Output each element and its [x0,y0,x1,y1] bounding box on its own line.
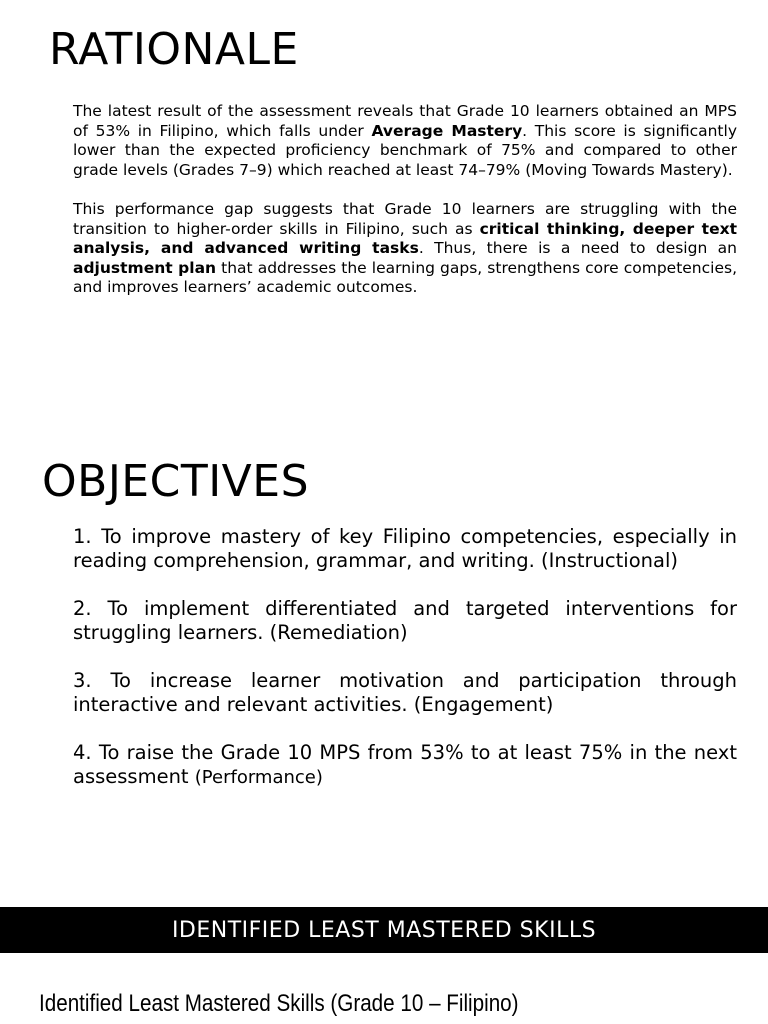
least-mastered-skills-banner [0,907,768,953]
rationale-p2-text-2: . Thus, there is a need to design an [418,239,737,258]
least-mastered-skills-subheading: Identified Least Mastered Skills (Grade 10 – Filipino) [39,990,519,1017]
rationale-p2-bold-1: critical thinking, deeper text analysis, and advanced writing tasks [73,219,737,258]
objective-text: 2. To implement differentiated and targeted interventions for struggling learners. (Remediation) [73,597,737,644]
objectives-heading: OBJECTIVES [42,456,310,507]
rationale-p2-bold-2: adjustment plan [73,258,217,277]
banner-title: IDENTIFIED LEAST MASTERED SKILLS [171,917,597,943]
objective-text: 4. To raise the Grade 10 MPS from 53% to at least 75% in the next assessment [73,741,737,788]
objective-text: 3. To increase learner motivation and participation through interactive and relevant activities. (Engagement) [73,669,737,716]
rationale-paragraph-2 [73,200,737,298]
objective-item-4 [73,741,737,790]
rationale-paragraph-1 [73,102,737,180]
rationale-p2-text-3: that addresses the learning gaps, strengthens core competencies, and improves learners’ academic outcomes. [73,258,738,297]
rationale-body [73,102,737,318]
objective-item-3 [73,669,737,717]
rationale-p2-text-1: This performance gap suggests that Grade 10 learners are struggling with the transition to higher-order skills in Filipino, such as [73,199,737,238]
objective-item-1 [73,525,737,573]
rationale-p1-text-2: . This score is significantly lower than the expected proficiency benchmark of 75% and compared to other grade levels (Grades 7–9) which reached at least 74–79% (Moving Towards Mastery). [73,121,737,179]
objective-item-2 [73,597,737,645]
rationale-heading: RATIONALE [49,24,299,75]
objective-tag: (Performance) [194,767,323,788]
objectives-list [73,525,737,814]
objective-text: 1. To improve mastery of key Filipino competencies, especially in reading comprehension, grammar, and writing. (Instructional) [73,525,737,572]
rationale-p1-text-1: The latest result of the assessment reveals that Grade 10 learners obtained an MPS of 53% in Filipino, which falls under [73,102,737,140]
rationale-p1-bold-1: Average Mastery [371,121,523,140]
